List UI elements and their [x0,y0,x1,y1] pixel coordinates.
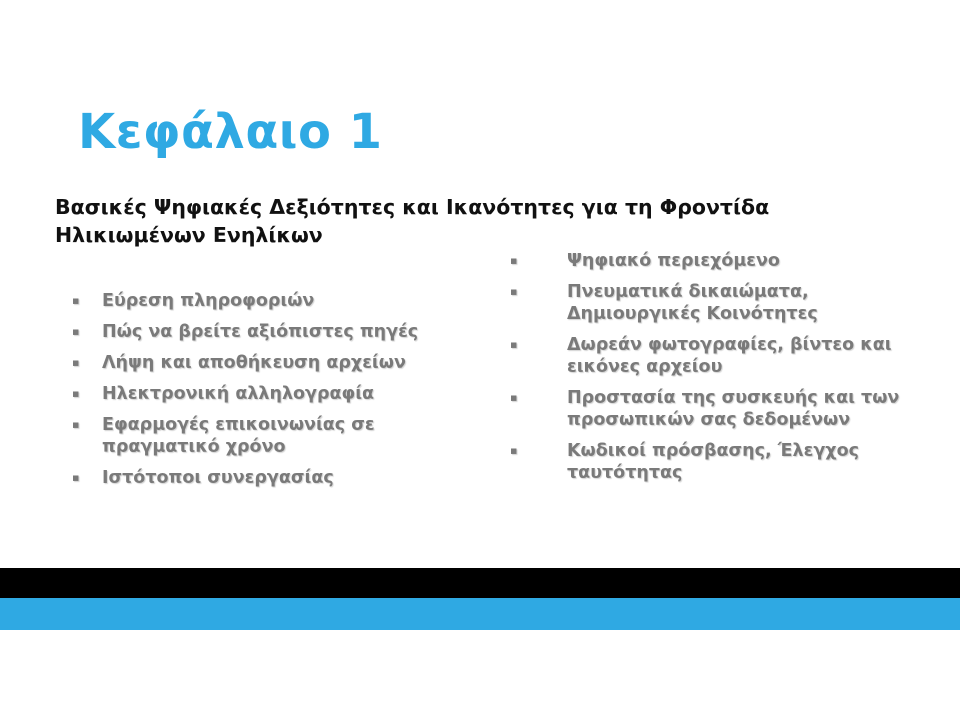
bullet-square-icon: ▪ [510,444,518,457]
bullet-square-icon: ▪ [510,285,518,298]
list-item [72,352,440,374]
list-item-text: Ιστότοποι συνεργασίας [102,468,334,488]
list-item-text: Εφαρμογές επικοινωνίας σε πραγματικό χρόνο [102,415,375,457]
list-item-text: Ψηφιακό περιεχόμενο [567,251,780,271]
bullet-square-icon: ▪ [72,387,80,400]
list-item [72,414,440,458]
bullet-square-icon: ▪ [72,325,80,338]
slide-title: Κεφάλαιο 1 [78,104,383,160]
list-item [510,281,915,325]
bullet-square-icon: ▪ [510,254,518,267]
bullet-square-icon: ▪ [72,356,80,369]
topics-list-left [72,290,440,489]
list-item-text: Κωδικοί πρόσβασης, Έλεγχος ταυτότητας [567,441,859,483]
list-item [510,440,915,484]
list-item [72,290,440,312]
list-item [510,334,915,378]
list-item-text: Ηλεκτρονική αλληλογραφία [102,384,375,404]
list-item-text: Δωρεάν φωτογραφίες, βίντεο και εικόνες αρχείου [567,335,892,377]
bullet-square-icon: ▪ [510,338,518,351]
list-item [72,321,440,343]
slide-subtitle: Βασικές Ψηφιακές Δεξιότητες και Ικανότητες για τη Φροντίδα Ηλικιωμένων Ενηλίκων [55,195,770,247]
list-item [72,467,440,489]
list-item-text: Λήψη και αποθήκευση αρχείων [102,353,406,373]
bullet-square-icon: ▪ [72,471,80,484]
list-item-text: Πνευματικά δικαιώματα, Δημιουργικές Κοινότητες [567,282,818,324]
bullet-square-icon: ▪ [72,418,80,431]
list-item-text: Εύρεση πληροφοριών [102,291,315,311]
topics-list-right [510,250,915,484]
list-item [510,387,915,431]
footer-bar-dark [0,568,960,598]
bullet-square-icon: ▪ [510,391,518,404]
list-item [72,383,440,405]
bullet-square-icon: ▪ [72,294,80,307]
list-item-text: Πώς να βρείτε αξιόπιστες πηγές [102,322,419,342]
list-item [510,250,915,272]
footer-bar-accent [0,598,960,630]
list-item-text: Προστασία της συσκευής και των προσωπικών σας δεδομένων [567,388,900,430]
